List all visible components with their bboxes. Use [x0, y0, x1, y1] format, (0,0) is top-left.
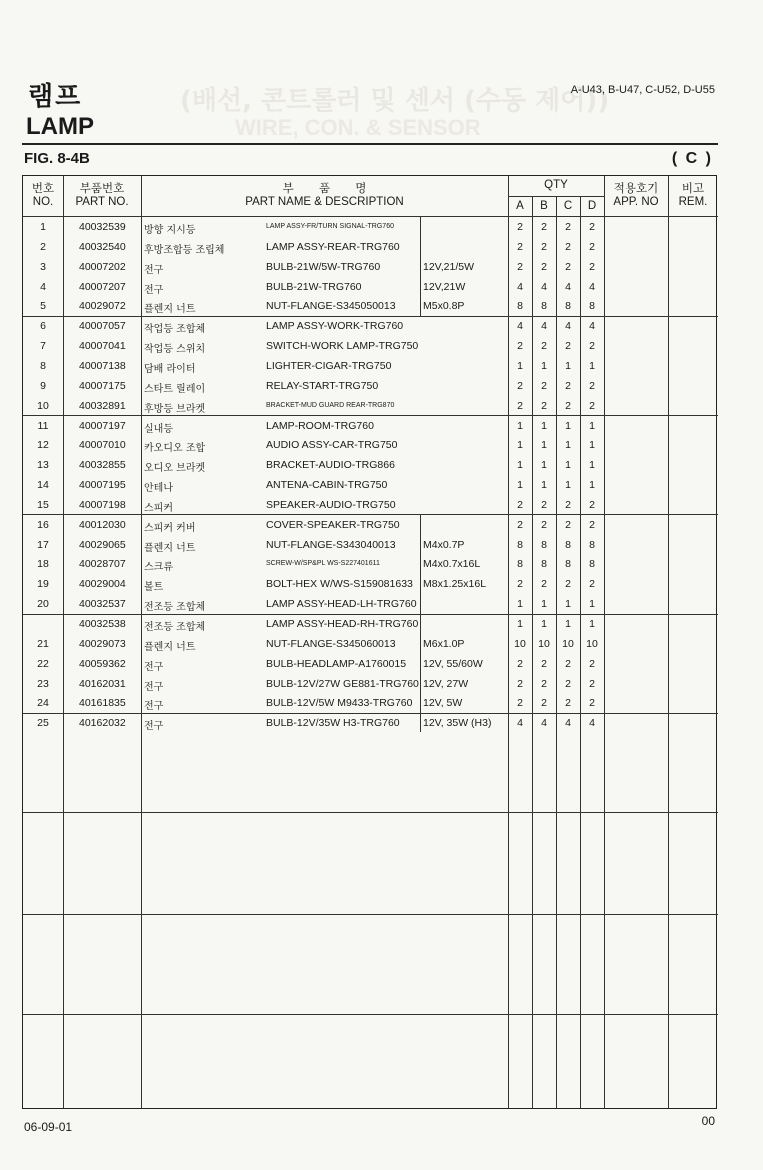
qty-d: 2 [589, 221, 595, 233]
col-rem: REM. [678, 196, 708, 208]
item-number: 24 [37, 697, 49, 710]
part-description: LAMP ASSY-WORK-TRG760 [266, 320, 404, 333]
part-number: 40029065 [79, 538, 126, 551]
qty-a: 1 [517, 359, 523, 372]
table-row [23, 397, 718, 417]
part-description: BRACKET-AUDIO-TRG866 [266, 459, 395, 472]
table-row [23, 297, 718, 317]
qty-a: 1 [517, 598, 523, 611]
part-number: 40007175 [79, 379, 126, 392]
part-spec: 12V, 55/60W [423, 657, 483, 670]
part-description: BULB-12V/5W M9433-TRG760 [266, 697, 413, 710]
part-spec: M8x1.25x16L [423, 578, 487, 591]
qty-b: 8 [541, 300, 547, 313]
qty-b: 1 [541, 419, 547, 432]
qty-c: 2 [565, 518, 571, 531]
qty-c: 2 [565, 578, 571, 591]
qty-b: 2 [541, 221, 547, 233]
qty-b: 2 [541, 379, 547, 392]
item-number: 1 [40, 221, 46, 233]
qty-a: 2 [517, 221, 523, 233]
part-number: 40029073 [79, 637, 126, 650]
qty-c: 2 [565, 221, 571, 233]
title-rule [22, 143, 718, 145]
qty-a: 8 [517, 538, 523, 551]
item-number: 6 [40, 320, 46, 333]
part-number: 40032538 [79, 618, 126, 630]
table-row [23, 238, 718, 258]
qty-c: 1 [565, 459, 571, 472]
qty-b: 4 [541, 280, 547, 293]
page-title-korean: 램프 [28, 82, 83, 112]
col-qty: QTY [544, 179, 568, 191]
item-number: 11 [37, 419, 49, 432]
part-name-korean: 후방조합등 조립체 [144, 244, 225, 256]
qty-c: 1 [565, 618, 571, 630]
part-number: 40032537 [79, 598, 126, 611]
col-no: NO. [32, 196, 54, 208]
qty-d: 2 [589, 340, 595, 353]
part-name-korean: 오디오 브라켓 [144, 463, 206, 475]
part-name-korean: 플렌지 너트 [144, 304, 196, 316]
table-row [23, 675, 718, 695]
qty-a: 4 [517, 320, 523, 333]
qty-a: 4 [517, 717, 523, 730]
qty-c: 1 [565, 598, 571, 611]
qty-d: 2 [589, 498, 595, 511]
qty-d: 1 [589, 439, 595, 452]
part-name-korean: 전구 [144, 701, 164, 713]
item-number: 25 [37, 717, 49, 730]
qty-b: 1 [541, 459, 547, 472]
part-name-korean: 스피커 [144, 502, 173, 514]
part-name-korean: 실내등 [144, 423, 173, 435]
part-number: 40007195 [79, 479, 126, 492]
part-name-korean: 후방등 브라켓 [144, 403, 206, 415]
col-no-ko: 번호 [31, 183, 55, 195]
qty-d: 1 [589, 359, 595, 372]
part-number: 40007197 [79, 419, 126, 432]
qty-a: 2 [517, 677, 523, 690]
model-list: A-U43, B-U47, C-U52, D-U55 [570, 84, 715, 96]
item-number: 9 [40, 379, 46, 392]
qty-d: 4 [589, 320, 595, 333]
table-row [23, 258, 718, 278]
qty-b: 2 [541, 697, 547, 710]
part-name-korean: 볼트 [144, 582, 164, 594]
table-row [23, 476, 718, 496]
qty-d: 1 [589, 479, 595, 492]
table-row [23, 357, 718, 377]
part-name-korean: 카오디오 조합 [144, 443, 206, 455]
qty-b: 10 [538, 637, 550, 650]
qty-d: 1 [589, 598, 595, 611]
item-number: 22 [37, 657, 49, 670]
part-number: 40161835 [79, 697, 126, 710]
part-number: 40007138 [79, 359, 126, 372]
part-spec: 12V,21/5W [423, 260, 474, 273]
qty-d: 2 [589, 677, 595, 690]
part-number: 40059362 [79, 657, 126, 670]
part-description: LAMP-ROOM-TRG760 [266, 419, 374, 432]
item-number: 14 [37, 479, 49, 492]
part-name-korean: 스크류 [144, 562, 173, 574]
table-row [23, 456, 718, 476]
qty-c: 2 [565, 399, 571, 412]
qty-a: 10 [514, 637, 526, 650]
qty-c: 8 [565, 558, 571, 571]
qty-a: 4 [517, 280, 523, 293]
page-number: 00 [701, 1114, 715, 1128]
qty-b: 1 [541, 359, 547, 372]
part-number: 40007207 [79, 280, 126, 293]
qty-a: 2 [517, 240, 523, 253]
qty-c: 1 [565, 359, 571, 372]
qty-a: 1 [517, 439, 523, 452]
part-description: LAMP ASSY-REAR-TRG760 [266, 240, 400, 253]
qty-b: 4 [541, 320, 547, 333]
qty-d: 10 [586, 637, 598, 650]
qty-c: 1 [565, 479, 571, 492]
item-number: 8 [40, 359, 46, 372]
part-number: 40007198 [79, 498, 126, 511]
part-spec: 12V,21W [423, 280, 466, 293]
qty-c: 2 [565, 657, 571, 670]
qty-d: 4 [589, 280, 595, 293]
qty-c: 8 [565, 538, 571, 551]
part-number: 40032855 [79, 459, 126, 472]
part-name-korean: 담배 라이터 [144, 363, 196, 375]
col-name-ko: 부 품 명 [282, 183, 367, 195]
part-name-korean: 플렌지 너트 [144, 542, 196, 554]
table-row [23, 595, 718, 615]
part-name-korean: 플렌지 너트 [144, 641, 196, 653]
item-number: 10 [37, 399, 49, 412]
item-number: 3 [40, 260, 46, 273]
qty-a: 2 [517, 657, 523, 670]
part-description: BULB-12V/35W H3-TRG760 [266, 717, 400, 730]
item-number: 23 [37, 677, 49, 690]
section-code: ( C ) [671, 150, 713, 167]
qty-a: 2 [517, 518, 523, 531]
part-description: BULB-21W/5W-TRG760 [266, 260, 381, 273]
item-number: 12 [37, 439, 49, 452]
qty-d: 2 [589, 518, 595, 531]
item-number: 13 [37, 459, 49, 472]
part-name-korean: 전구 [144, 284, 164, 296]
page-title: LAMP [26, 113, 94, 140]
col-qty-d: D [587, 200, 597, 212]
part-name-korean: 방향 지시등 [144, 225, 196, 236]
table-row [23, 317, 718, 337]
col-qty-b: B [540, 200, 548, 212]
qty-b: 4 [541, 717, 547, 730]
table-row [23, 417, 718, 437]
table-row [23, 694, 718, 714]
part-spec: 12V, 5W [423, 697, 463, 710]
qty-b: 2 [541, 657, 547, 670]
qty-b: 2 [541, 498, 547, 511]
qty-d: 1 [589, 459, 595, 472]
qty-c: 1 [565, 419, 571, 432]
table-row [23, 278, 718, 298]
qty-c: 10 [562, 637, 574, 650]
qty-d: 2 [589, 399, 595, 412]
part-name-korean: 안테나 [144, 483, 173, 495]
part-spec: M4x0.7P [423, 538, 465, 551]
part-spec: M4x0.7x16L [423, 558, 481, 571]
part-description: ANTENA-CABIN-TRG750 [266, 479, 388, 492]
qty-a: 2 [517, 697, 523, 710]
qty-a: 1 [517, 459, 523, 472]
part-description: BULB-21W-TRG760 [266, 280, 362, 293]
part-spec: M5x0.8P [423, 300, 465, 313]
col-rem-ko: 비고 [681, 183, 705, 195]
item-number: 4 [40, 280, 46, 293]
qty-a: 8 [517, 558, 523, 571]
qty-a: 2 [517, 340, 523, 353]
table-row [23, 337, 718, 357]
qty-d: 8 [589, 558, 595, 571]
qty-c: 2 [565, 677, 571, 690]
part-name-korean: 전구 [144, 661, 164, 673]
qty-c: 2 [565, 340, 571, 353]
item-number: 17 [37, 538, 49, 551]
qty-a: 8 [517, 300, 523, 313]
qty-b: 1 [541, 618, 547, 630]
table-row [23, 555, 718, 575]
qty-c: 2 [565, 697, 571, 710]
part-name-korean: 전조등 조합체 [144, 622, 206, 633]
table-row [23, 436, 718, 456]
qty-b: 2 [541, 340, 547, 353]
part-number: 40032540 [79, 240, 126, 253]
table-row [23, 377, 718, 397]
part-description: SCREW-W/SP&PL WS-S227401611 [266, 560, 380, 568]
part-spec: 12V, 35W (H3) [423, 717, 492, 730]
qty-b: 1 [541, 479, 547, 492]
qty-c: 8 [565, 300, 571, 313]
part-number: 40007057 [79, 320, 126, 333]
qty-c: 2 [565, 379, 571, 392]
qty-d: 2 [589, 240, 595, 253]
part-description: BRACKET-MUD GUARD REAR-TRG870 [266, 401, 395, 409]
part-name-korean: 스타트 릴레이 [144, 383, 206, 395]
col-part: PART NO. [75, 196, 129, 208]
bleed-through-text: (배선, 콘트롤러 및 센서 (수동 제어)) [180, 86, 610, 116]
qty-c: 4 [565, 280, 571, 293]
part-number: 40012030 [79, 518, 126, 531]
qty-b: 8 [541, 558, 547, 571]
figure-number: FIG. 8-4B [24, 150, 90, 167]
table-row [23, 218, 718, 238]
part-description: BULB-12V/27W GE881-TRG760 [266, 677, 419, 690]
part-name-korean: 전구 [144, 721, 164, 733]
part-description: RELAY-START-TRG750 [266, 379, 379, 392]
part-number: 40007041 [79, 340, 126, 353]
part-description: LIGHTER-CIGAR-TRG750 [266, 359, 392, 372]
qty-d: 8 [589, 538, 595, 551]
part-description: SWITCH-WORK LAMP-TRG750 [266, 340, 419, 353]
table-row [23, 714, 718, 734]
qty-a: 2 [517, 498, 523, 511]
part-number: 40028707 [79, 558, 126, 571]
part-description: LAMP ASSY-HEAD-LH-TRG760 [266, 598, 417, 611]
table-row [23, 496, 718, 516]
item-number: 20 [37, 598, 49, 611]
revision-date: 06-09-01 [24, 1120, 73, 1134]
part-number: 40162031 [79, 677, 126, 690]
part-name-korean: 스피커 커버 [144, 522, 196, 534]
qty-d: 4 [589, 717, 595, 730]
table-row [23, 635, 718, 655]
table-row [23, 575, 718, 595]
qty-a: 2 [517, 399, 523, 412]
part-number: 40032539 [79, 221, 126, 233]
qty-a: 2 [517, 260, 523, 273]
qty-d: 2 [589, 379, 595, 392]
qty-c: 4 [565, 320, 571, 333]
part-spec: M6x1.0P [423, 637, 465, 650]
item-number: 15 [37, 498, 49, 511]
item-number: 18 [37, 558, 49, 571]
qty-b: 2 [541, 399, 547, 412]
qty-d: 1 [589, 618, 595, 630]
qty-b: 1 [541, 598, 547, 611]
item-number: 2 [40, 240, 46, 253]
part-number: 40029072 [79, 300, 126, 313]
qty-c: 2 [565, 260, 571, 273]
qty-a: 1 [517, 618, 523, 630]
item-number: 19 [37, 578, 49, 591]
item-number: 16 [37, 518, 49, 531]
part-description: NUT-FLANGE-S343040013 [266, 538, 396, 551]
qty-c: 2 [565, 240, 571, 253]
table-row [23, 655, 718, 675]
table-row [23, 615, 718, 635]
qty-d: 2 [589, 578, 595, 591]
qty-b: 2 [541, 518, 547, 531]
col-app: APP. NO [613, 196, 659, 208]
part-name-korean: 작업등 스위치 [144, 344, 206, 356]
qty-c: 2 [565, 498, 571, 511]
part-number: 40029004 [79, 578, 126, 591]
part-name-korean: 전조등 조합체 [144, 602, 206, 614]
bleed-through-text-en: WIRE, CON. & SENSOR [235, 115, 481, 140]
part-number: 40007202 [79, 260, 126, 273]
qty-a: 1 [517, 479, 523, 492]
qty-d: 2 [589, 260, 595, 273]
part-number: 40032891 [79, 399, 126, 412]
qty-d: 8 [589, 300, 595, 313]
qty-b: 1 [541, 439, 547, 452]
qty-d: 2 [589, 657, 595, 670]
qty-b: 8 [541, 538, 547, 551]
col-name: PART NAME & DESCRIPTION [245, 196, 404, 208]
part-description: LAMP ASSY-HEAD-RH-TRG760 [266, 618, 419, 630]
qty-d: 1 [589, 419, 595, 432]
part-description: BULB-HEADLAMP-A1760015 [266, 657, 407, 670]
part-number: 40162032 [79, 717, 126, 730]
part-description: NUT-FLANGE-S345060013 [266, 637, 396, 650]
qty-b: 2 [541, 677, 547, 690]
qty-c: 4 [565, 717, 571, 730]
qty-b: 2 [541, 260, 547, 273]
col-part-ko: 부품번호 [79, 183, 125, 195]
col-app-ko: 적용호기 [613, 183, 659, 195]
part-spec: 12V, 27W [423, 677, 469, 690]
part-name-korean: 전구 [144, 681, 164, 693]
qty-b: 2 [541, 240, 547, 253]
part-name-korean: 작업등 조합체 [144, 324, 206, 336]
qty-a: 2 [517, 379, 523, 392]
col-qty-c: C [563, 200, 573, 212]
part-number: 40007010 [79, 439, 126, 452]
item-number: 5 [40, 300, 46, 313]
item-number: 7 [40, 340, 46, 353]
part-description: BOLT-HEX W/WS-S159081633 [266, 578, 413, 591]
qty-a: 2 [517, 578, 523, 591]
col-qty-a: A [516, 200, 524, 212]
parts-table [22, 175, 717, 1109]
qty-b: 2 [541, 578, 547, 591]
table-row [23, 536, 718, 556]
part-description: AUDIO ASSY-CAR-TRG750 [266, 439, 398, 452]
qty-a: 1 [517, 419, 523, 432]
table-row [23, 516, 718, 536]
qty-d: 2 [589, 697, 595, 710]
item-number: 21 [37, 637, 49, 650]
part-description: SPEAKER-AUDIO-TRG750 [266, 498, 396, 511]
part-name-korean: 전구 [144, 264, 164, 276]
part-description: COVER-SPEAKER-TRG750 [266, 518, 400, 531]
part-description: LAMP ASSY-FR/TURN SIGNAL-TRG760 [266, 223, 394, 230]
part-description: NUT-FLANGE-S345050013 [266, 300, 396, 313]
qty-c: 1 [565, 439, 571, 452]
